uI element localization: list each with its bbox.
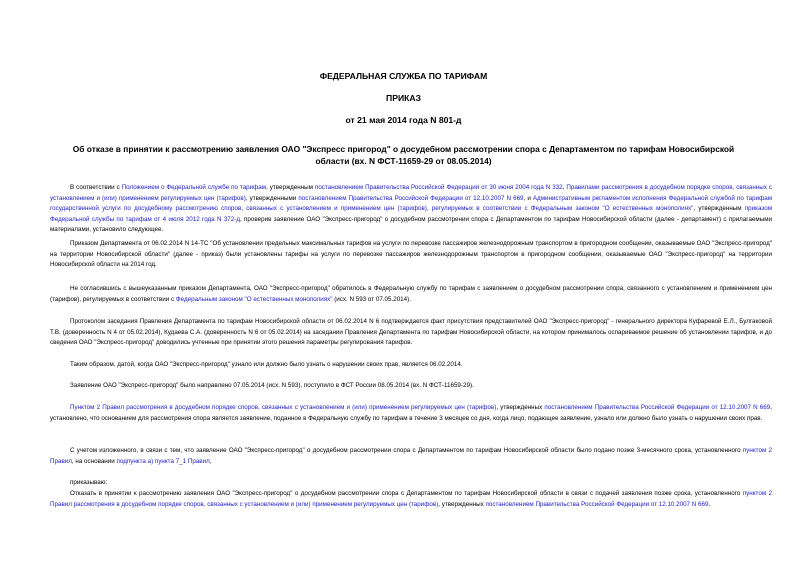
text-span: , установлено, что основанием для рассмотрения спора является заявление, поданное в Федеральную службу по тарифам в течение 3 месяцев со дня, когда лицо, подающее заявление, узнало или должно было узнать о нарушении своих прав.	[50, 404, 772, 422]
agency-heading: ФЕДЕРАЛЬНАЯ СЛУЖБА ПО ТАРИФАМ	[319, 71, 488, 81]
text-span: Отказать в принятии к рассмотрению заявления ОАО "Экспресс-пригород" о досудебном рассмотрении спора с Департаментом по тарифам Новосибирской области в связи с подачей заявления позже срока, установленного	[70, 490, 743, 497]
link-rules-point-2[interactable]: Пунктом 2 Правил рассмотрения в досудебном порядке споров, связанных с установлением и (или) применением регулируемых цен (тарифов)	[70, 404, 497, 411]
link-dispute-rules[interactable]: Правилами рассмотрения в досудебном порядке споров, связанных с установлением и (или) применением регулируемых цен (тарифов)	[50, 184, 772, 202]
paragraph-legal-basis	[50, 183, 772, 236]
link-government-decree-332[interactable]: постановлением Правительства Российской Федерации от 30 июня 2004 года N 332	[314, 184, 563, 191]
text-span: ,	[209, 457, 212, 465]
document-title: Об отказе в принятии к рассмотрению заявления ОАО "Экспресс пригород" о досудебном рассмотрении спора с Департаментом по тарифам Новосибирской области (вх. N ФСТ-11659-29 от 08.05.2014)	[72, 144, 735, 166]
text-span: , проверив заявление ОАО "Экспресс-пригород" о досудебном рассмотрении спора с Департаментом по тарифам Новосибирской области (далее - департамент) с прилагаемыми материалами, установило следующее.	[50, 215, 772, 234]
text-span: , на основании	[71, 457, 117, 465]
link-natural-monopolies-law[interactable]: Федеральным законом "О естественных монополиях"	[175, 295, 333, 303]
paragraph-rules-point-2	[50, 403, 772, 424]
text-span: В соответствии с	[70, 184, 122, 191]
text-span: .	[708, 500, 711, 508]
text-span: , утвержденных	[496, 404, 545, 411]
link-fst-order-372[interactable]: приказом Федеральной службы по тарифам от 4 июля 2012 года N 372-д	[50, 205, 772, 223]
link-rules-point-2-short[interactable]: пунктом 2 Правил	[50, 447, 773, 465]
doc-type-heading: ПРИКАЗ	[386, 93, 421, 103]
link-government-decree-669[interactable]: постановлением Правительства Российской Федерации от 12.10.2007 N 669	[485, 500, 709, 508]
paragraph-department-order: Приказом Департамента от 06.02.2014 N 14-ТС "Об установлении предельных максимальных тарифов на услуги по перевозке пассажиров железнодорожным транспортом в пригородном сообщении, оказываемые ОАО "Экспресс-пригород" на территории Новосибирской области" (далее - приказ) были установлены тарифы на услуги по перевозке пассажиров железнодорожным транспортом в пригородном сообщении, оказываемые ОАО "Экспресс-пригород" на территории Новосибирской области на 2014 год.	[50, 240, 772, 269]
paragraph-refusal	[50, 489, 772, 510]
paragraph-violation-date: Таким образом, датой, когда ОАО "Экспресс-пригород" узнало или должно было узнать о нарушении своих прав, является 06.02.2014.	[70, 361, 463, 368]
link-fst-regulation[interactable]: Положением о Федеральной службе по тарифам	[121, 184, 267, 191]
text-span: ,	[562, 184, 567, 191]
text-span: С учетом изложенного, в связи с тем, что заявление ОАО "Экспресс-пригород" о досудебном рассмотрении спора с Департаментом по тарифам Новосибирской области было подано позже 3-месячного срока, установленного	[70, 447, 743, 454]
text-span: , утвержденными	[245, 194, 299, 202]
paragraph-disagreement	[50, 284, 772, 305]
text-span: , утвержденным	[693, 205, 745, 213]
link-dispute-rules-point-2[interactable]: пунктом 2 Правил рассмотрения в досудебном порядке споров, связанных с установлением и (или) применением регулируемых цен (тарифов)	[50, 490, 772, 508]
link-subpoint-7-1[interactable]: подпункта а) пункта 7_1 Правил	[116, 457, 210, 465]
paragraph-application-sent: Заявление ОАО "Экспресс-пригород" было направлено 07.05.2014 (исх. N 593), поступило в ФСТ России 08.05.2014 (вх. N ФСТ-11659-29).	[70, 382, 474, 389]
link-government-decree-669[interactable]: постановлением Правительства Российской Федерации от 12.10.2007 N 669	[298, 194, 524, 202]
paragraph-protocol: Протоколом заседания Правления Департамента по тарифам Новосибирской области от 06.02.2014 N 6 подтверждается факт присутствия представителей ОАО "Экспресс-пригород" - генерального директора Куфаревой Е.Л., Булгаковой Т.В. (доверенность N 4 от 05.02.2014), Кудаева С.А. (доверенность N 6 от 05.02.2014) на заседании Правления Департамента по тарифам Новосибирской области, на котором принималось оспариваемое решение об установлении тарифов, и до сведения ОАО "Экспресс-пригород" доводились учтенные при принятии этого решения параметры регулирования тарифов.	[50, 318, 772, 347]
text-span: (исх. N 593 от 07.05.2014).	[332, 295, 411, 303]
text-span: , и	[523, 194, 533, 202]
paragraph-considering	[50, 446, 772, 467]
text-span: , утвержденных	[438, 500, 486, 508]
link-government-decree-669[interactable]: постановлением Правительства Российской Федерации от 12.10.2007 N 669	[544, 404, 771, 411]
text-span: Не согласившись с вышеуказанным приказом Департамента, ОАО "Экспресс-пригород" обратилось в Федеральную службу по тарифам с заявлением о досудебном рассмотрении спора, связанного с установлением и применением цен (тарифов), регулируемых в соответствии с	[50, 285, 772, 303]
text-span: , утвержденным	[266, 184, 315, 191]
link-admin-regulation[interactable]: Административным регламентом исполнения Федеральной службой по тарифам государственной услуги по досудебному рассмотрению споров, связанных с установлением и применением цен (тарифов), регулируемых в соответствии с Федеральным законом "О естественных монополиях"	[50, 194, 773, 213]
date-number-heading: от 21 мая 2014 года N 801-д	[345, 115, 462, 125]
paragraph-order-word: приказываю:	[70, 479, 108, 486]
